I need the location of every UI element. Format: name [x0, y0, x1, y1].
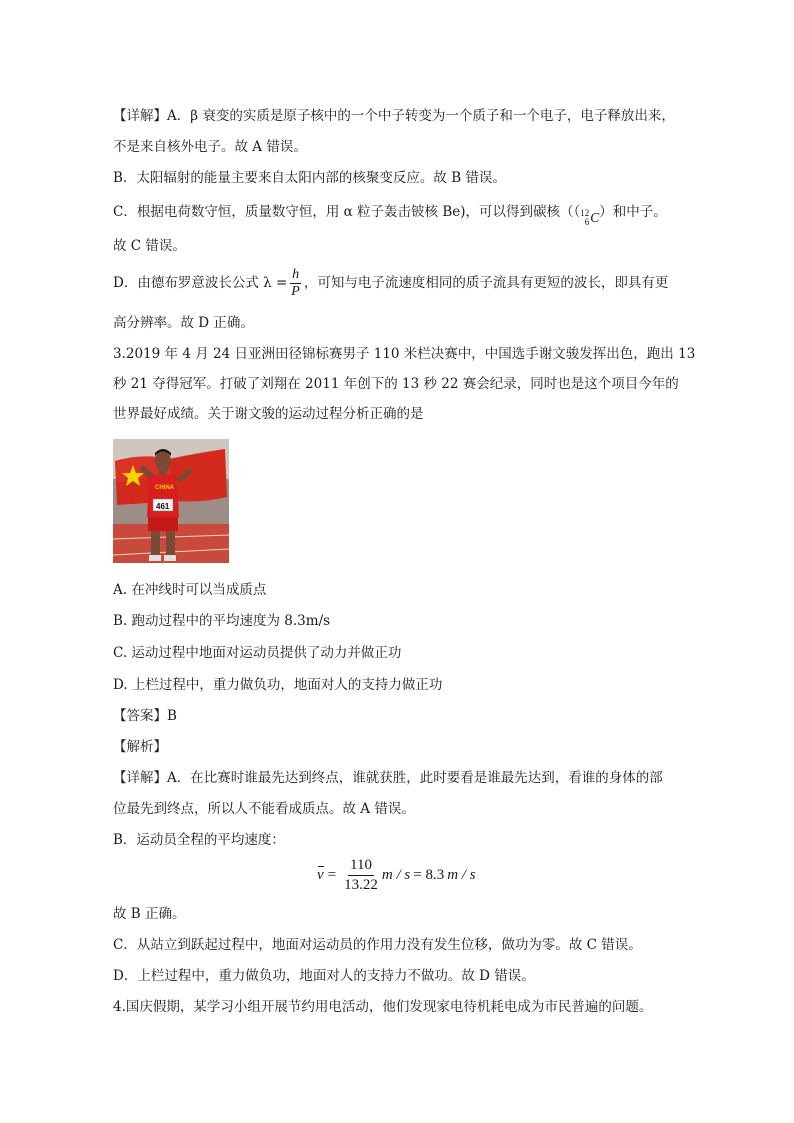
bib-number: 461: [156, 502, 170, 511]
athlete-photo: [113, 439, 229, 563]
explanation-line-4-post: ）和中子。: [599, 204, 667, 220]
speed-fraction: [342, 856, 380, 895]
explanation-line-5: 故 C 错误。: [113, 238, 186, 254]
eq-sign-2: = 8.3: [413, 867, 445, 883]
explanation-line-7: 高分辨率。故 D 正确。: [113, 315, 254, 331]
detail-line-4: 故 B 正确。: [113, 906, 186, 922]
explanation-line-6-post: ，可知与电子流速度相同的质子流具有更短的波长，即具有更: [303, 275, 669, 291]
average-speed-equation: [317, 856, 476, 895]
question-3-line-1: 3.2019 年 4 月 24 日亚洲田径锦标赛男子 110 米栏决赛中，中国选手谢文骏发挥出色，跑出 13: [113, 346, 696, 362]
speed-denominator: 13.22: [344, 877, 378, 893]
eq-unit-1: m / s: [381, 867, 411, 883]
shirt-text: CHINA: [155, 485, 174, 491]
athlete-photo-illustration: [113, 439, 229, 563]
detail-line-1: 【详解】A．在比赛时谁最先达到终点，谁就获胜，此时要看是谁最先达到，看谁的身体的部: [113, 770, 663, 786]
detail-line-2: 位最先到终点，所以人不能看成质点。故 A 错误。: [113, 801, 415, 817]
speed-numerator: 110: [348, 856, 374, 876]
option-c: C. 运动过程中地面对运动员提供了动力并做正功: [113, 645, 402, 661]
answer-line: 【答案】B: [113, 708, 177, 724]
explanation-line-4: [113, 202, 667, 228]
eq-unit-2: m / s: [447, 867, 476, 883]
analysis-heading: 【解析】: [113, 739, 167, 755]
detail-line-5: C．从站立到跃起过程中，地面对运动员的作用力没有发生位移，做功为零。故 C 错误。: [113, 937, 642, 953]
option-b: B. 跑动过程中的平均速度为 8.3m/s: [113, 613, 331, 629]
nuclide-charge: 6: [584, 217, 590, 227]
question-4-line-1: 4.国庆假期，某学习小组开展节约用电活动，他们发现家电待机耗电成为市民普遍的问题。: [113, 999, 653, 1015]
option-d: D. 上栏过程中，重力做负功，地面对人的支持力做正功: [113, 677, 443, 693]
explanation-line-6-pre: D．由德布罗意波长公式 λ =: [113, 275, 288, 291]
explanation-line-6: [113, 265, 668, 301]
explanation-line-3: B．太阳辐射的能量主要来自太阳内部的核聚变反应。故 B 错误。: [113, 170, 506, 186]
explanation-line-4-pre: C．根据电荷数守恒，质量数守恒，用 α 粒子轰击铍核 Be)，可以得到碳核（（: [113, 204, 581, 220]
detail-line-3: B．运动员全程的平均速度：: [113, 832, 285, 848]
detail-line-6: D．上栏过程中，重力做负功，地面对人的支持力不做功。故 D 错误。: [113, 968, 535, 984]
nuclide-symbol: C: [590, 210, 600, 225]
explanation-line-1: 【详解】A．β 衰变的实质是原子核中的一个中子转变为一个质子和一个电子，电子释放出来，: [113, 108, 675, 124]
lambda-denominator: P: [291, 284, 300, 299]
eq-sign-1: =: [327, 867, 337, 883]
v-bar: v: [317, 867, 324, 883]
nuclide-mass: 12: [580, 208, 590, 218]
option-a: A. 在冲线时可以当成质点: [113, 582, 267, 598]
question-3-line-2: 秒 21 夺得冠军。打破了刘翔在 2011 年创下的 13 秒 22 赛会纪录，同时也是这个项目今年的: [113, 376, 679, 392]
question-3-line-3: 世界最好成绩。关于谢文骏的运动过程分析正确的是: [113, 406, 424, 422]
explanation-line-2: 不是来自核外电子。故 A 错误。: [113, 139, 307, 155]
lambda-numerator: h: [292, 267, 300, 282]
carbon-nuclide: [580, 208, 599, 228]
lambda-fraction: [289, 267, 302, 300]
